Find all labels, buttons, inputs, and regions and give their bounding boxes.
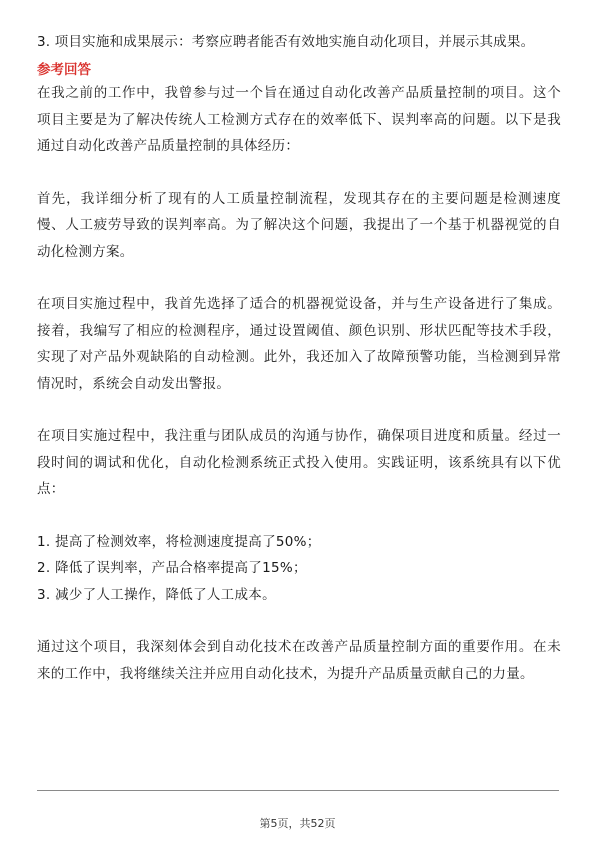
paragraph-gap xyxy=(37,160,561,186)
list-item: 3. 减少了人工操作，降低了人工成本。 xyxy=(37,586,276,603)
answer-label: 参考回答 xyxy=(37,62,91,78)
paragraph-gap xyxy=(37,397,561,423)
advantages-list xyxy=(37,529,561,609)
paragraph-intro: 在我之前的工作中，我曾参与过一个旨在通过自动化改善产品质量控制的项目。这个项目主要是为了解决传统人工检测方式存在的效率低下、误判率高的问题。以下是我通过自动化改善产品质量控制的具体经历： xyxy=(37,85,561,154)
paragraph-gap xyxy=(37,265,561,291)
footer-divider xyxy=(37,790,559,791)
list-item: 1. 提高了检测效率，将检测速度提高了50%； xyxy=(37,533,321,550)
paragraph-teamwork: 在项目实施过程中，我注重与团队成员的沟通与协作，确保项目进度和质量。经过一段时间的调试和优化，自动化检测系统正式投入使用。实践证明，该系统具有以下优点： xyxy=(37,428,561,497)
paragraph-implementation: 在项目实施过程中，我首先选择了适合的机器视觉设备，并与生产设备进行了集成。接着，我编写了相应的检测程序，通过设置阈值、颜色识别、形状匹配等技术手段，实现了对产品外观缺陷的自动检测。此外，我还加入了故障预警功能，当检测到异常情况时，系统会自动发出警报。 xyxy=(37,296,561,392)
paragraph-analysis: 首先，我详细分析了现有的人工质量控制流程，发现其存在的主要问题是检测速度慢、人工疲劳导致的误判率高。为了解决这个问题，我提出了一个基于机器视觉的自动化检测方案。 xyxy=(37,190,561,260)
paragraph-gap xyxy=(37,503,561,529)
list-item: 2. 降低了误判率，产品合格率提高了15%； xyxy=(37,560,307,576)
paragraph-conclusion: 通过这个项目，我深刻体会到自动化技术在改善产品质量控制方面的重要作用。在未来的工作中，我将继续关注并应用自动化技术，为提升产品质量贡献自己的力量。 xyxy=(37,639,561,682)
question-heading: 3. 项目实施和成果展示：考察应聘者能否有效地实施自动化项目，并展示其成果。 xyxy=(37,34,535,50)
page-content xyxy=(37,32,561,687)
page-number: 第5页，共52页 xyxy=(259,817,336,830)
paragraph-gap xyxy=(37,608,561,634)
